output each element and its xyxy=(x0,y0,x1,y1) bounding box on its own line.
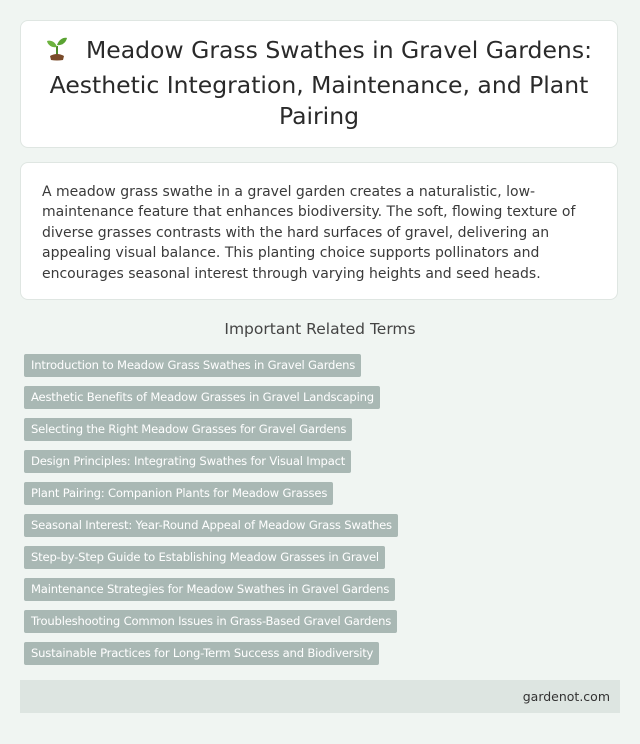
page-title-text: Meadow Grass Swathes in Gravel Gardens: Aesthetic Integration, Maintenance, and Plant Pairing xyxy=(49,35,592,131)
related-terms-heading: Important Related Terms xyxy=(224,320,416,338)
intro-paragraph: A meadow grass swathe in a gravel garden creates a naturalistic, low-maintenance feature that enhances biodiversity. The soft, flowing texture of diverse grasses contrasts with the hard surfaces of gravel, delivering an appealing visual balance. This planting choice supports pollinators and encourages seasonal interest through varying heights and seed heads. xyxy=(42,184,576,282)
related-term-link[interactable]: Aesthetic Benefits of Meadow Grasses in Gravel Landscaping xyxy=(24,386,380,409)
intro-card xyxy=(20,162,618,300)
related-term-link[interactable]: Design Principles: Integrating Swathes for Visual Impact xyxy=(24,450,351,473)
related-term-link[interactable]: Selecting the Right Meadow Grasses for Gravel Gardens xyxy=(24,418,352,441)
related-term-link[interactable]: Step-by-Step Guide to Establishing Meadow Grasses in Gravel xyxy=(24,546,385,569)
sprout-icon xyxy=(46,35,68,70)
related-term-link[interactable]: Sustainable Practices for Long-Term Success and Biodiversity xyxy=(24,642,379,665)
related-term-link[interactable]: Seasonal Interest: Year-Round Appeal of Meadow Grass Swathes xyxy=(24,514,398,537)
related-term-link[interactable]: Introduction to Meadow Grass Swathes in Gravel Gardens xyxy=(24,354,361,377)
page-title xyxy=(45,35,593,134)
related-term-link[interactable]: Troubleshooting Common Issues in Grass-Based Gravel Gardens xyxy=(24,610,397,633)
related-term-link[interactable]: Plant Pairing: Companion Plants for Meadow Grasses xyxy=(24,482,333,505)
footer-site-link[interactable]: gardenot.com xyxy=(522,689,610,704)
related-terms-list xyxy=(24,354,398,674)
title-card xyxy=(20,20,618,148)
footer xyxy=(20,680,620,713)
related-term-link[interactable]: Maintenance Strategies for Meadow Swathes in Gravel Gardens xyxy=(24,578,395,601)
